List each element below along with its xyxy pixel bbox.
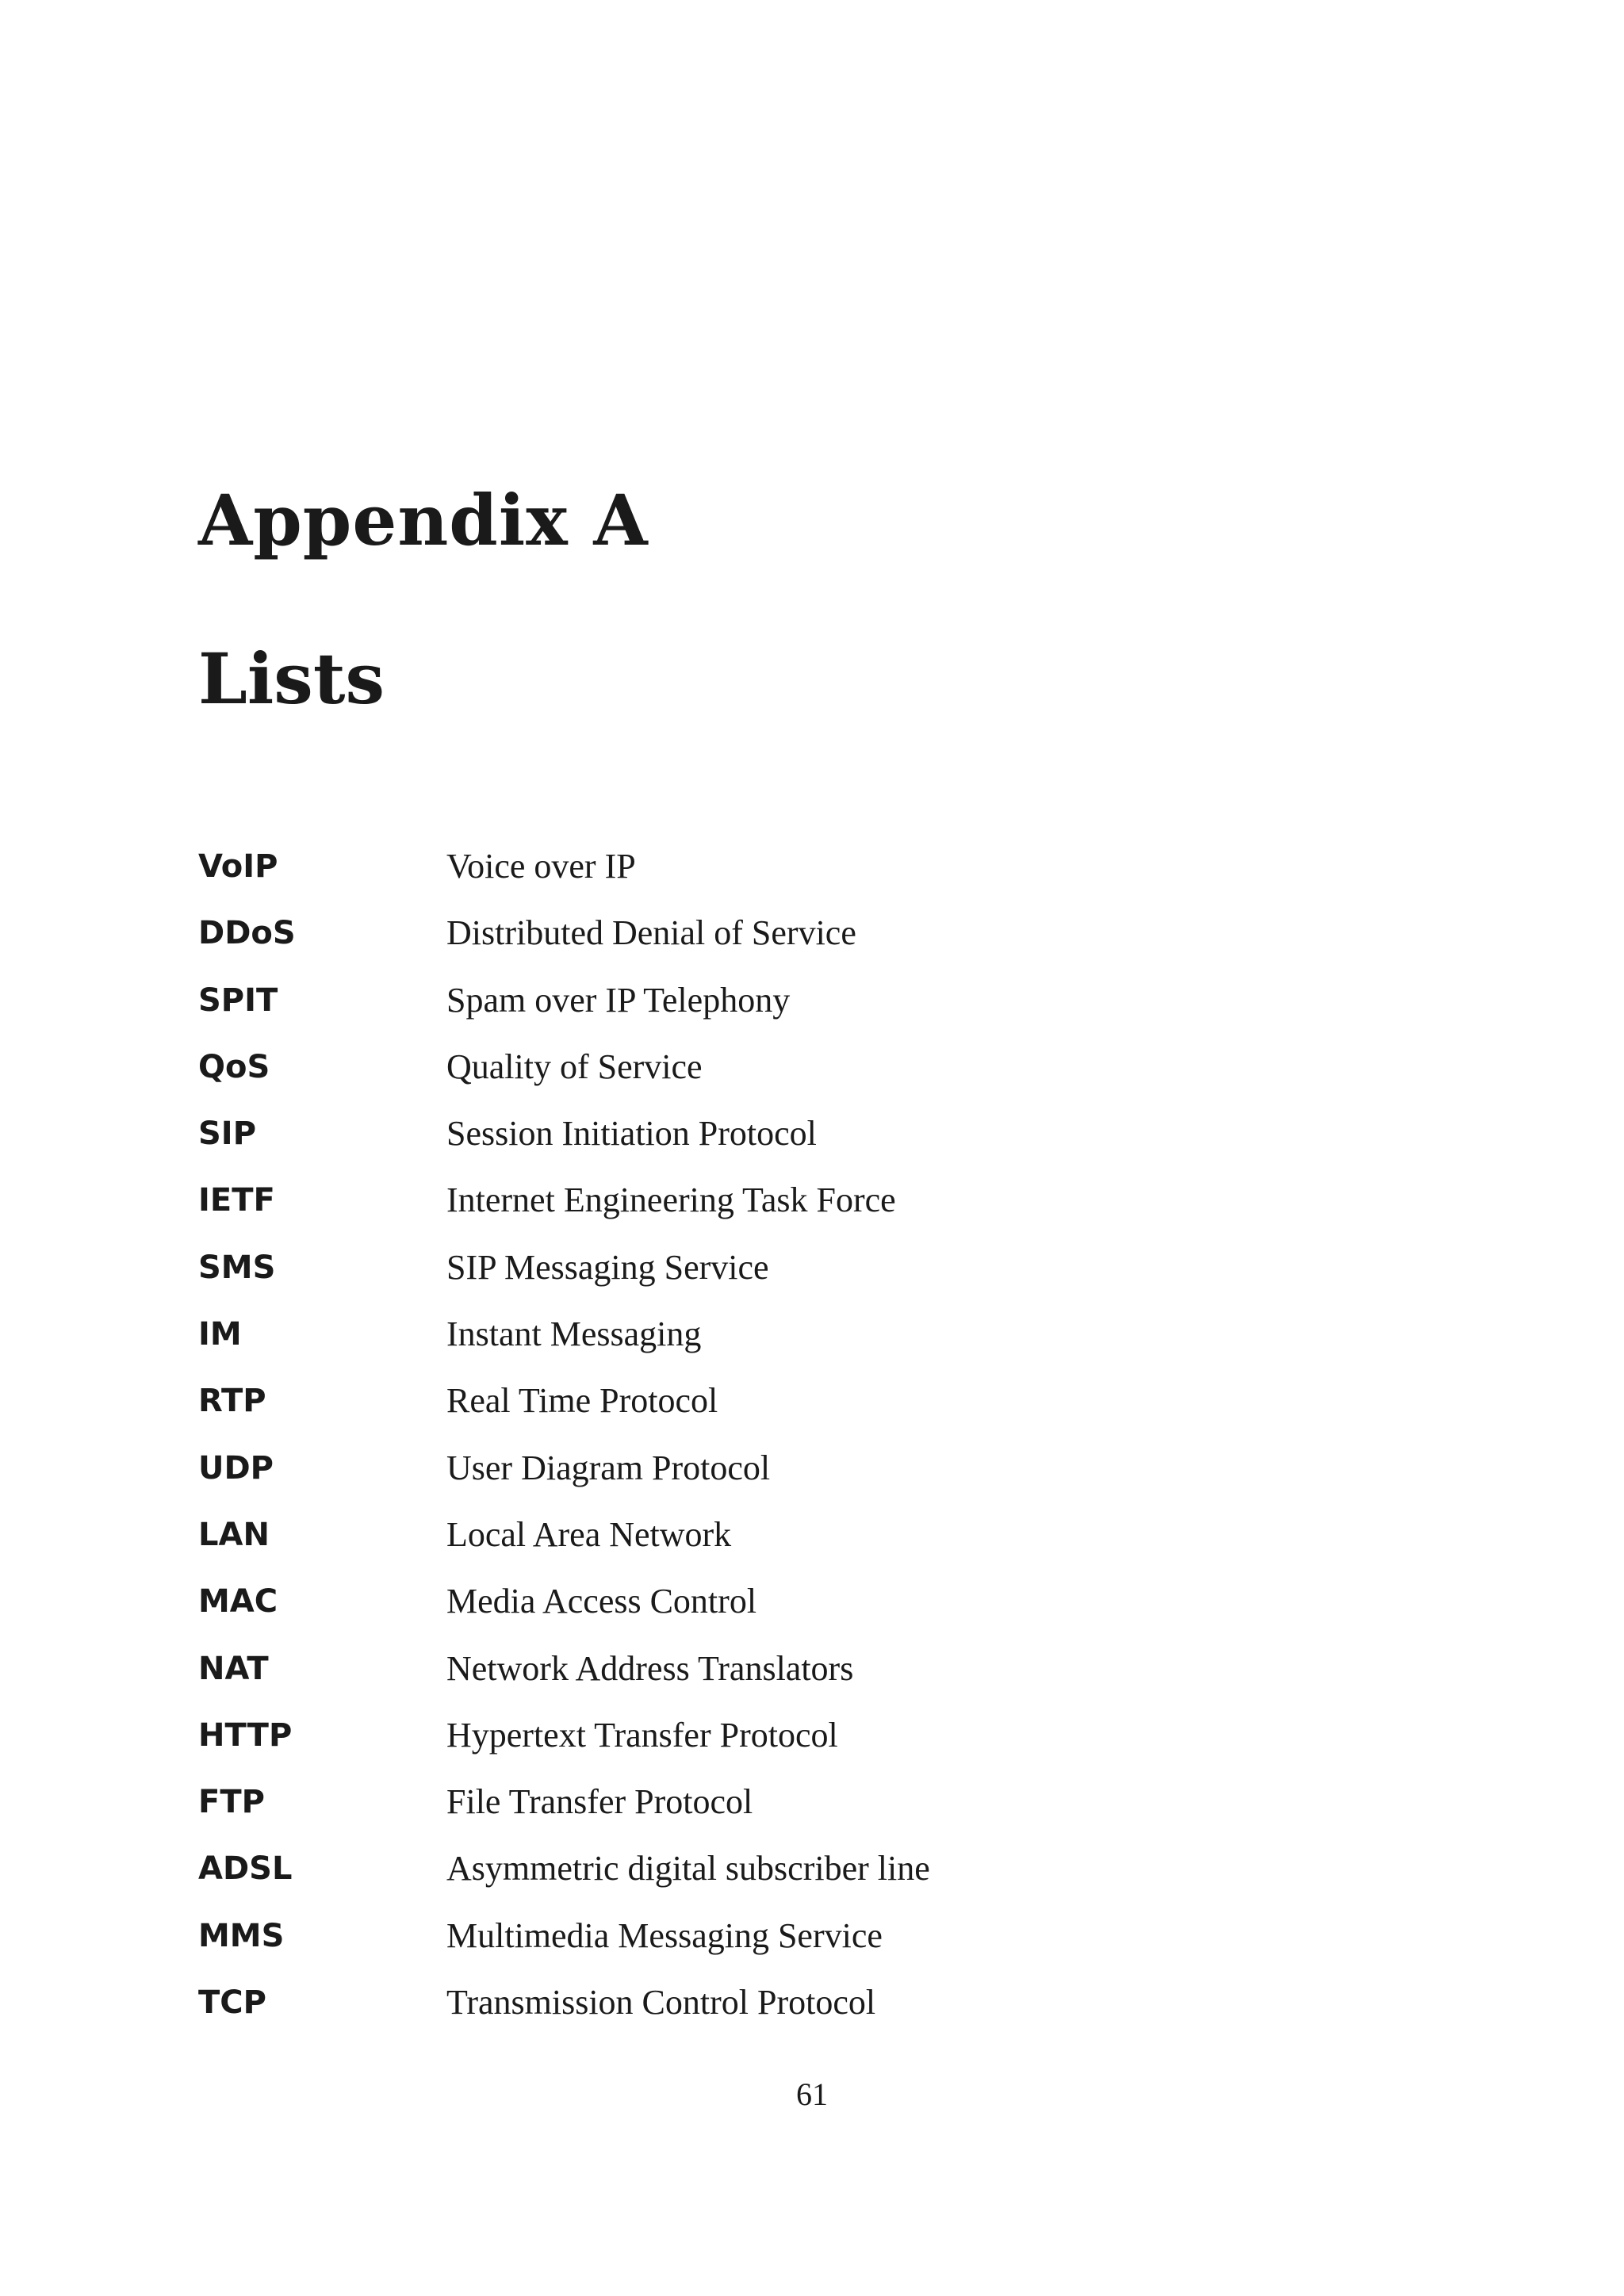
abbreviation-term: DDoS xyxy=(198,915,296,952)
abbreviation-definition: Internet Engineering Task Force xyxy=(446,1181,896,1220)
abbreviation-definition: Session Initiation Protocol xyxy=(446,1114,817,1154)
abbreviation-term: IM xyxy=(198,1316,242,1353)
abbreviation-definition: Spam over IP Telephony xyxy=(446,980,791,1020)
abbreviation-row xyxy=(198,1914,1467,1980)
abbreviation-definition: Multimedia Messaging Service xyxy=(446,1915,883,1955)
abbreviation-term: SPIT xyxy=(198,982,278,1019)
abbreviation-definition: SIP Messaging Service xyxy=(446,1247,769,1287)
abbreviation-definition: Network Address Translators xyxy=(446,1648,854,1688)
abbreviation-term: MMS xyxy=(198,1917,285,1954)
abbreviation-row xyxy=(198,1713,1467,1780)
abbreviation-term: LAN xyxy=(198,1516,270,1553)
abbreviation-term: UDP xyxy=(198,1449,274,1487)
abbreviation-definition: Local Area Network xyxy=(446,1514,732,1554)
abbreviation-term: ADSL xyxy=(198,1850,293,1888)
abbreviation-row xyxy=(198,1045,1467,1112)
abbreviation-row xyxy=(198,1780,1467,1846)
abbreviation-definition: Real Time Protocol xyxy=(446,1381,718,1421)
abbreviation-row xyxy=(198,1379,1467,1445)
abbreviation-term: TCP xyxy=(198,1984,266,2022)
abbreviation-row xyxy=(198,1980,1467,2047)
abbreviation-row xyxy=(198,1579,1467,1646)
abbreviation-definition: Media Access Control xyxy=(446,1582,757,1621)
page-number: 61 xyxy=(796,2076,828,2112)
abbreviation-definition: Distributed Denial of Service xyxy=(446,913,856,953)
abbreviation-definition: User Diagram Protocol xyxy=(446,1448,771,1487)
abbreviation-definition: Instant Messaging xyxy=(446,1314,702,1354)
abbreviation-term: IETF xyxy=(198,1182,275,1219)
abbreviation-definition: Voice over IP xyxy=(446,847,636,886)
abbreviation-row xyxy=(198,911,1467,978)
abbreviation-term: QoS xyxy=(198,1048,270,1085)
abbreviation-term: MAC xyxy=(198,1583,278,1621)
abbreviation-row xyxy=(198,844,1467,911)
abbreviation-row xyxy=(198,978,1467,1045)
chapter-title: Lists xyxy=(198,637,385,720)
chapter-label: Appendix A xyxy=(198,479,649,561)
abbreviation-term: FTP xyxy=(198,1784,265,1821)
abbreviation-row xyxy=(198,1178,1467,1245)
abbreviation-row xyxy=(198,1246,1467,1312)
abbreviation-term: RTP xyxy=(198,1383,266,1420)
abbreviation-row xyxy=(198,1446,1467,1513)
abbreviation-term: VoIP xyxy=(198,848,278,885)
abbreviation-term: SMS xyxy=(198,1249,276,1286)
abbreviation-term: SIP xyxy=(198,1115,257,1153)
abbreviation-term: NAT xyxy=(198,1650,269,1687)
abbreviation-term: HTTP xyxy=(198,1716,293,1754)
abbreviation-row xyxy=(198,1846,1467,1913)
abbreviation-list xyxy=(198,844,1467,2047)
abbreviation-definition: File Transfer Protocol xyxy=(446,1782,753,1822)
abbreviation-definition: Asymmetric digital subscriber line xyxy=(446,1849,930,1888)
abbreviation-definition: Hypertext Transfer Protocol xyxy=(446,1715,838,1755)
abbreviation-row xyxy=(198,1647,1467,1713)
abbreviation-row xyxy=(198,1312,1467,1379)
abbreviation-definition: Quality of Service xyxy=(446,1047,703,1086)
abbreviation-row xyxy=(198,1513,1467,1579)
abbreviation-row xyxy=(198,1112,1467,1178)
abbreviation-definition: Transmission Control Protocol xyxy=(446,1983,876,2022)
